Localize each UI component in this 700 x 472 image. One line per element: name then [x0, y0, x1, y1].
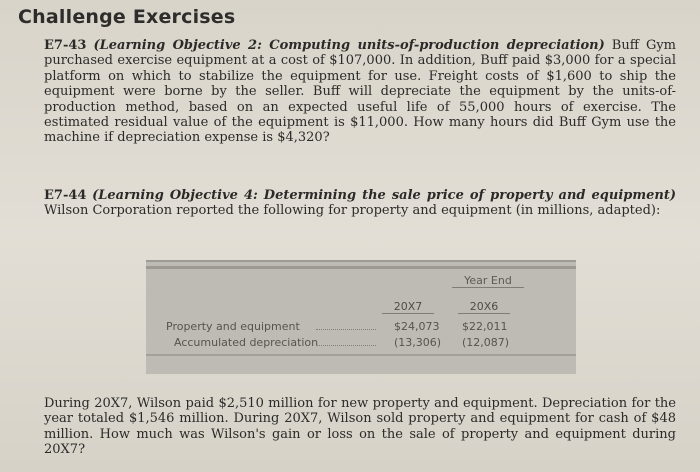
- column-header-20x7: 20X7: [382, 300, 434, 314]
- table-row: [156, 336, 566, 350]
- leader-dots: [316, 345, 376, 346]
- exercise-number: E7-43: [44, 38, 87, 53]
- row-label: Property and equipment: [166, 320, 300, 333]
- year-end-header: Year End: [452, 274, 524, 288]
- table-bottom-rule: [146, 354, 576, 356]
- learning-objective: (Learning Objective 2: Computing units-of-production depreciation): [93, 38, 605, 53]
- value-20x6: (12,087): [462, 336, 510, 349]
- exercise-number: E7-44: [44, 188, 87, 203]
- section-heading: Challenge Exercises: [18, 6, 236, 28]
- exercise-body: Wilson Corporation reported the following for property and equipment (in millions, adapted):: [44, 203, 661, 219]
- exercise-question: During 20X7, Wilson paid $2,510 million for new property and equipment. Depreciation for the year totaled $1,546 million. During 20X7, Wilson sold property and equipment for cash of $48 million. How much was Wilson's gain or loss on the sale of property and equipment during 20X7?: [44, 396, 676, 458]
- row-label: Accumulated depreciation: [174, 336, 319, 349]
- property-table: [146, 260, 576, 374]
- exercise-e7-43: [44, 38, 676, 146]
- table-rule: [146, 266, 576, 269]
- value-20x7: (13,306): [394, 336, 442, 349]
- leader-dots: [316, 329, 376, 330]
- exercise-e7-44: [44, 188, 676, 219]
- value-20x7: $24,073: [394, 320, 440, 333]
- table-row: [156, 320, 566, 334]
- learning-objective: (Learning Objective 4: Determining the sale price of property and equipment): [92, 188, 676, 203]
- column-header-20x6: 20X6: [458, 300, 510, 314]
- value-20x6: $22,011: [462, 320, 508, 333]
- exercise-body: Buff Gym purchased exercise equipment at a cost of $107,000. In addition, Buff paid $3,000 for a special platform on which to stabilize the equipment for use. Freight costs of $1,600 to ship the equipment were borne by the seller. Buff will depreciate the equipment by the units-of-production method, based on an expected useful life of 55,000 hours of exercise. The estimated residual value of the equipment is $11,000. How many hours did Buff Gym use the machine if depreciation expense is $4,320?: [44, 38, 677, 146]
